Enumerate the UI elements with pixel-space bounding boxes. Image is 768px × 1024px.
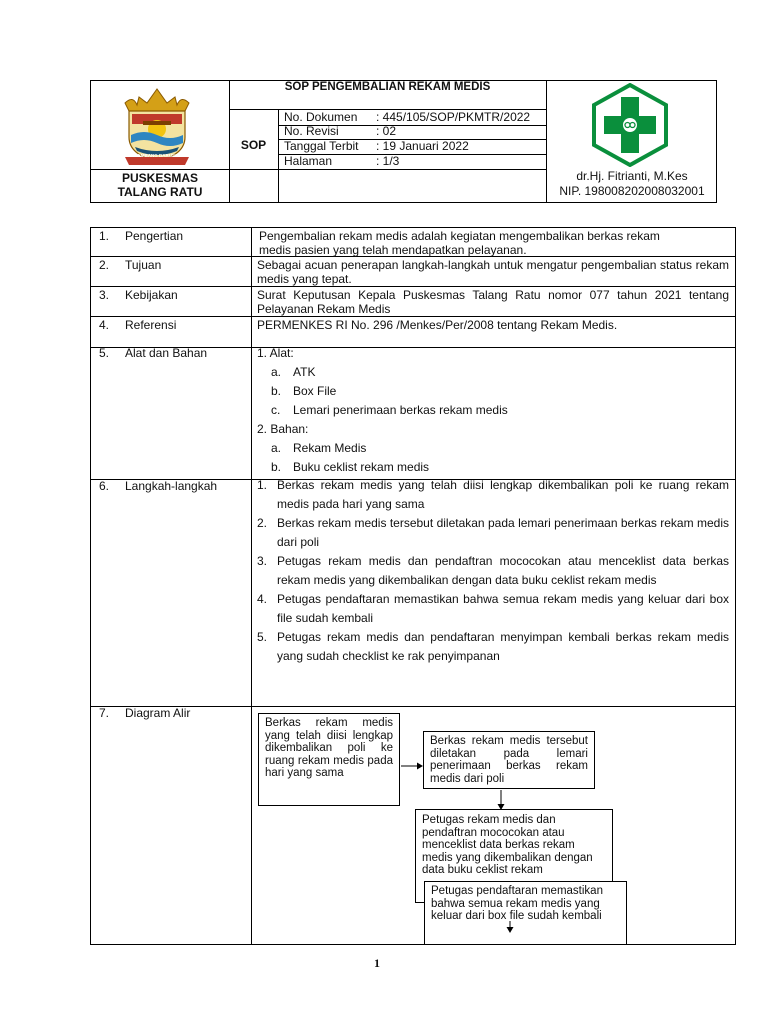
row-text-pengertian: Pengembalian rekam medis adalah kegiatan mengembalikan berkas rekam medis pasien yang telah mendapatkan pelayanan. xyxy=(259,229,660,257)
row-number: 7. xyxy=(99,706,110,720)
list-marker: c. xyxy=(271,403,281,417)
divider xyxy=(91,169,229,170)
step-marker: 2. xyxy=(257,516,268,530)
row-number: 6. xyxy=(99,479,110,493)
meta-label: No. Dokumen xyxy=(284,110,358,124)
step-text: Petugas rekam medis dan pendaftaran menyimpan kembali berkas rekam medis yang sudah checklist ke rak penyimpanan xyxy=(277,630,729,663)
row-label: Langkah-langkah xyxy=(125,479,218,493)
divider xyxy=(229,169,546,170)
document-title: SOP PENGEMBALIAN REKAM MEDIS xyxy=(284,81,491,93)
header-table xyxy=(90,80,717,203)
list-item: Rekam Medis xyxy=(293,441,367,455)
row-number: 2. xyxy=(99,258,110,272)
list-item: ATK xyxy=(293,365,316,379)
row-number: 3. xyxy=(99,288,110,302)
step-text: Berkas rekam medis yang telah diisi lengkap dikembalikan poli ke ruang rekam medis pada hari yang sama xyxy=(277,478,729,511)
divider xyxy=(91,286,735,287)
content-table xyxy=(90,227,736,945)
step-text: Petugas rekam medis dan pendaftran mococokan atau menceklist data berkas rekam medis yang dikembalikan dengan data buku ceklist rekam medis xyxy=(277,554,729,587)
list-item: Box File xyxy=(293,384,337,398)
list-marker: a. xyxy=(271,365,282,379)
list-item: Buku ceklist rekam medis xyxy=(293,460,430,474)
step-text: Berkas rekam medis tersebut diletakan pada lemari penerimaan berkas rekam medis dari poli xyxy=(277,516,729,549)
row-text-tujuan: Sebagai acuan penerapan langkah-langkah untuk mengatur pengembalian status rekam medis yang tepat. xyxy=(257,258,729,286)
org-name-line2: TALANG RATU xyxy=(117,185,203,199)
sop-label: SOP xyxy=(240,138,267,152)
row-label: Kebijakan xyxy=(125,288,178,302)
list-marker: a. xyxy=(271,441,282,455)
list-item: Lemari penerimaan berkas rekam medis xyxy=(293,403,508,417)
meta-value: : 445/105/SOP/PKMTR/2022 xyxy=(376,110,531,124)
step-marker: 5. xyxy=(257,630,268,644)
emblem-ribbon-text: PALEMBANG DARUSSALAM xyxy=(129,153,191,158)
flow-box-3: Petugas rekam medis dan pendaftran mococokan atau menceklist data berkas rekam medis yang dikembalikan dengan data buku ceklist rekam xyxy=(415,809,613,903)
row-label: Tujuan xyxy=(125,258,162,272)
row-text-kebijakan: Surat Keputusan Kepala Puskesmas Talang Ratu nomor 077 tahun 2021 tentang Pelayanan Rekam Medis xyxy=(257,288,729,316)
row-label: Pengertian xyxy=(125,229,184,243)
row-number: 1. xyxy=(99,229,110,243)
row-label: Referensi xyxy=(125,318,177,332)
divider xyxy=(278,109,279,202)
meta-label: Halaman xyxy=(284,154,333,168)
org-name-line1: PUSKESMAS xyxy=(121,171,198,185)
step-marker: 1. xyxy=(257,478,268,492)
list-marker: b. xyxy=(271,384,282,398)
arrow-right-icon xyxy=(401,761,423,771)
step-marker: 3. xyxy=(257,554,268,568)
list-marker: b. xyxy=(271,460,282,474)
divider xyxy=(91,316,735,317)
health-cross-logo xyxy=(588,83,672,167)
signer-nip: NIP. 198008202008032001 xyxy=(559,184,705,198)
arrow-down-icon xyxy=(496,790,506,810)
signer-name: dr.Hj. Fitrianti, M.Kes xyxy=(576,169,688,183)
flow-box-2: Berkas rekam medis tersebut diletakan pada lemari penerimaan berkas rekam medis dari poli xyxy=(423,731,595,789)
alat-heading: 1. Alat: xyxy=(257,346,294,360)
flow-box-1: Berkas rekam medis yang telah diisi lengkap dikembalikan poli ke ruang rekam medis pada hari yang sama xyxy=(258,713,400,806)
row-number: 5. xyxy=(99,346,110,360)
step-text: Petugas pendaftaran memastikan bahwa semua rekam medis yang keluar dari box file sudah kembali xyxy=(277,592,729,625)
meta-label: No. Revisi xyxy=(284,124,339,138)
step-marker: 4. xyxy=(257,592,268,606)
row-number: 4. xyxy=(99,318,110,332)
divider xyxy=(251,228,252,944)
bahan-heading: 2. Bahan: xyxy=(257,422,309,436)
row-label: Alat dan Bahan xyxy=(125,346,208,360)
meta-value: : 02 xyxy=(376,124,397,138)
meta-label: Tanggal Terbit xyxy=(284,139,359,153)
row-text-referensi: PERMENKES RI No. 296 /Menkes/Per/2008 tentang Rekam Medis. xyxy=(257,318,618,332)
row-label: Diagram Alir xyxy=(125,706,191,720)
page-number: 1 xyxy=(374,956,380,970)
arrow-down-icon xyxy=(505,921,515,933)
meta-value: : 19 Januari 2022 xyxy=(376,139,469,153)
meta-value: : 1/3 xyxy=(376,154,400,168)
flow-box-4: Petugas pendaftaran memastikan bahwa semua rekam medis yang keluar dari box file sudah kembali xyxy=(424,881,627,945)
